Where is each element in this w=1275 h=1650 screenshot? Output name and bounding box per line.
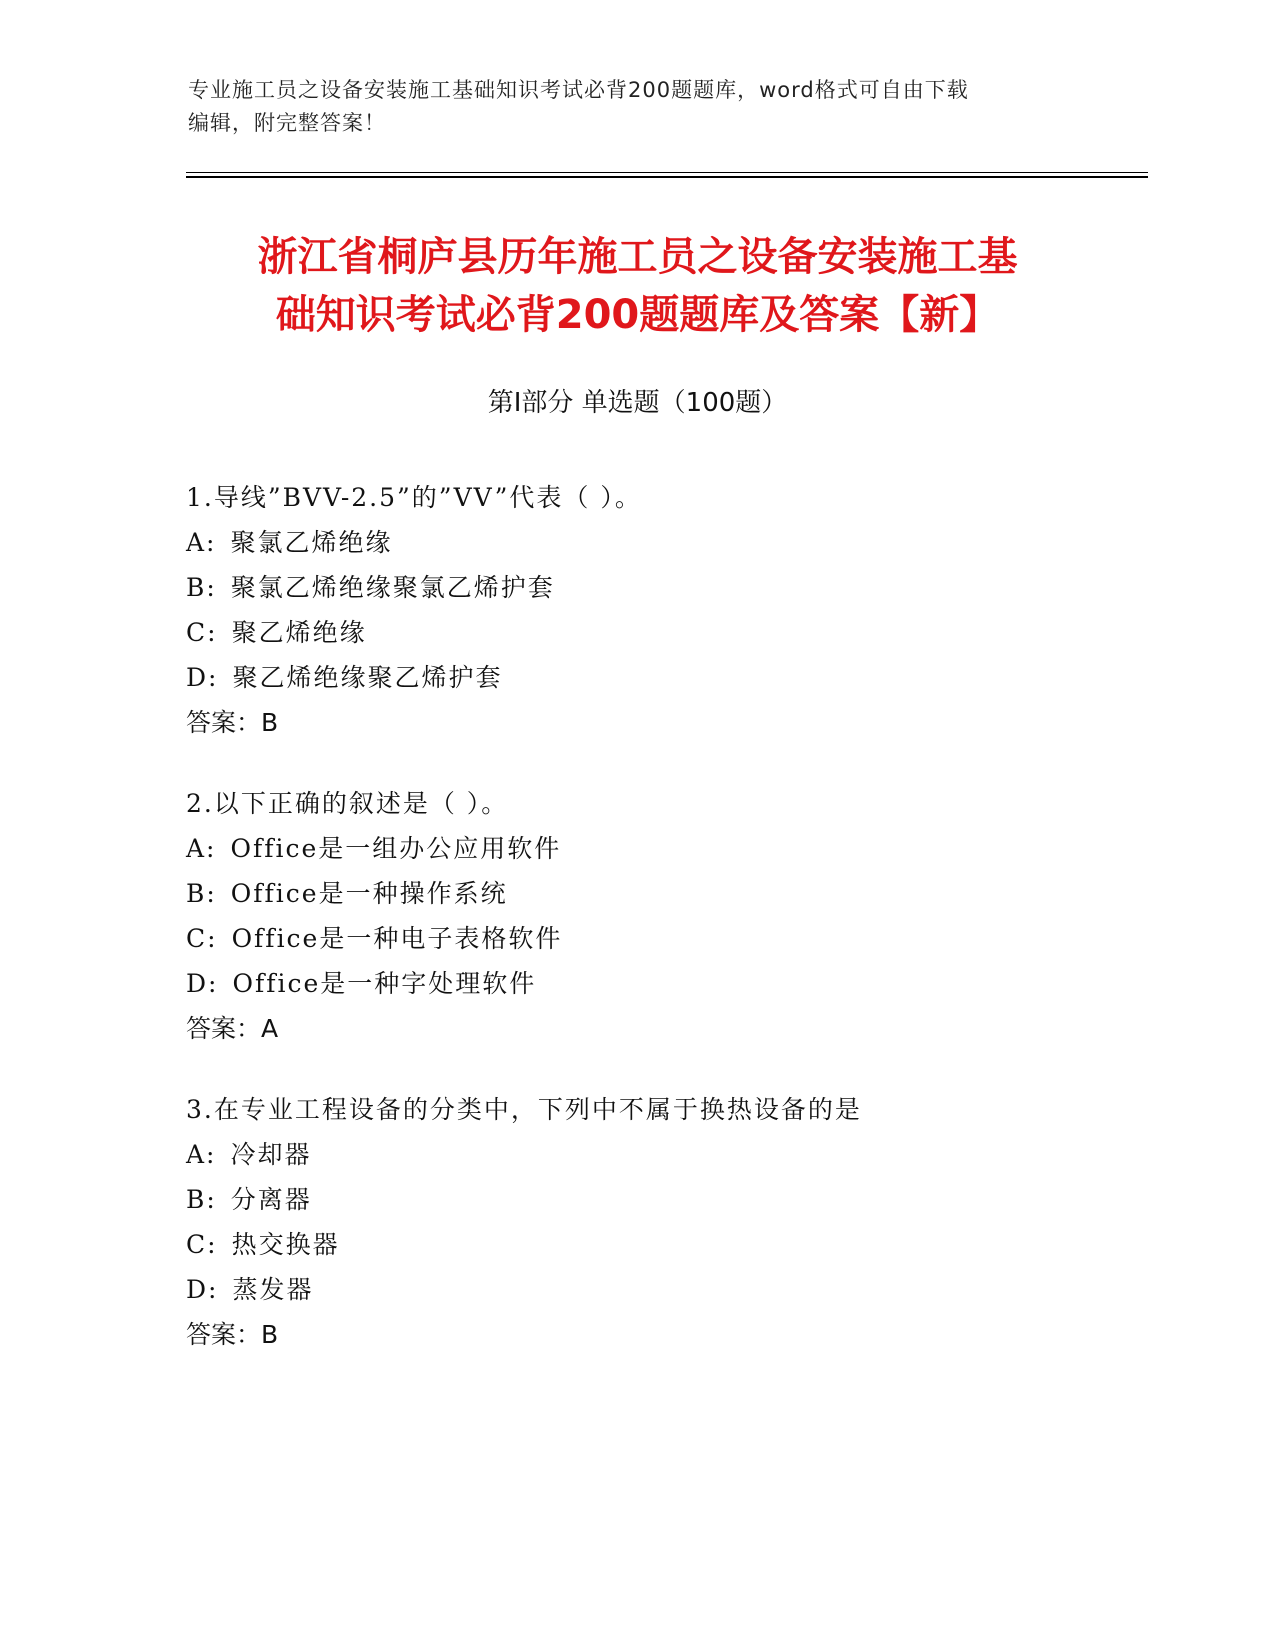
option-text: 聚乙烯绝缘聚乙烯护套: [232, 663, 503, 692]
option-key: D:: [186, 663, 219, 692]
option-key: C:: [186, 1230, 218, 1259]
option-key: C:: [186, 924, 218, 953]
option-text: 聚乙烯绝缘: [231, 618, 367, 647]
document-title-line-2: 础知识考试必背200题题库及答案【新】: [275, 292, 1000, 338]
header-rule-top: [186, 172, 1148, 173]
option-text: Office是一组办公应用软件: [230, 834, 562, 863]
option-b: [186, 565, 1146, 610]
section-title: 第Ⅰ部分 单选题（100题）: [487, 388, 788, 418]
question-item: [186, 1087, 1146, 1357]
answer-line: 答案：B: [186, 1320, 279, 1349]
option-key: A:: [186, 834, 217, 863]
option-key: C:: [186, 618, 218, 647]
option-d: [186, 961, 1146, 1006]
option-text: Office是一种字处理软件: [232, 969, 537, 998]
option-key: B:: [186, 573, 217, 602]
option-a: [186, 826, 1146, 871]
option-key: B:: [186, 879, 217, 908]
option-d: [186, 1267, 1146, 1312]
option-text: 热交换器: [231, 1230, 340, 1259]
header-rule-bottom: [186, 176, 1148, 178]
document-title-line-1: 浙江省桐庐县历年施工员之设备安装施工基: [257, 234, 1018, 280]
question-stem: 2.以下正确的叙述是（ ）。: [186, 789, 509, 818]
header-note-line-2: 编辑，附完整答案！: [188, 111, 386, 135]
question-stem: 1.导线”BVV-2.5”的”VV”代表（ ）。: [186, 483, 642, 512]
option-b: [186, 1177, 1146, 1222]
option-text: 蒸发器: [232, 1275, 314, 1304]
question-item: [186, 475, 1146, 745]
option-text: 聚氯乙烯绝缘: [230, 528, 393, 557]
answer-line: 答案：A: [186, 1014, 279, 1043]
option-key: B:: [186, 1185, 217, 1214]
option-text: 分离器: [230, 1185, 312, 1214]
option-a: [186, 520, 1146, 565]
question-list: [186, 475, 1146, 1393]
option-text: 聚氯乙烯绝缘聚氯乙烯护套: [230, 573, 555, 602]
option-text: Office是一种操作系统: [230, 879, 508, 908]
option-text: 冷却器: [230, 1140, 312, 1169]
option-c: [186, 610, 1146, 655]
option-text: Office是一种电子表格软件: [231, 924, 563, 953]
option-a: [186, 1132, 1146, 1177]
option-b: [186, 871, 1146, 916]
option-key: A:: [186, 1140, 217, 1169]
option-d: [186, 655, 1146, 700]
option-key: D:: [186, 969, 219, 998]
header-note-line-1: 专业施工员之设备安装施工基础知识考试必背200题题库，word格式可自由下载: [188, 78, 969, 102]
option-key: D:: [186, 1275, 219, 1304]
document-title: [0, 228, 1275, 344]
option-key: A:: [186, 528, 217, 557]
question-stem: 3.在专业工程设备的分类中，下列中不属于换热设备的是: [186, 1095, 862, 1124]
option-c: [186, 1222, 1146, 1267]
answer-line: 答案：B: [186, 708, 279, 737]
header-note: [188, 74, 1088, 140]
question-item: [186, 781, 1146, 1051]
option-c: [186, 916, 1146, 961]
